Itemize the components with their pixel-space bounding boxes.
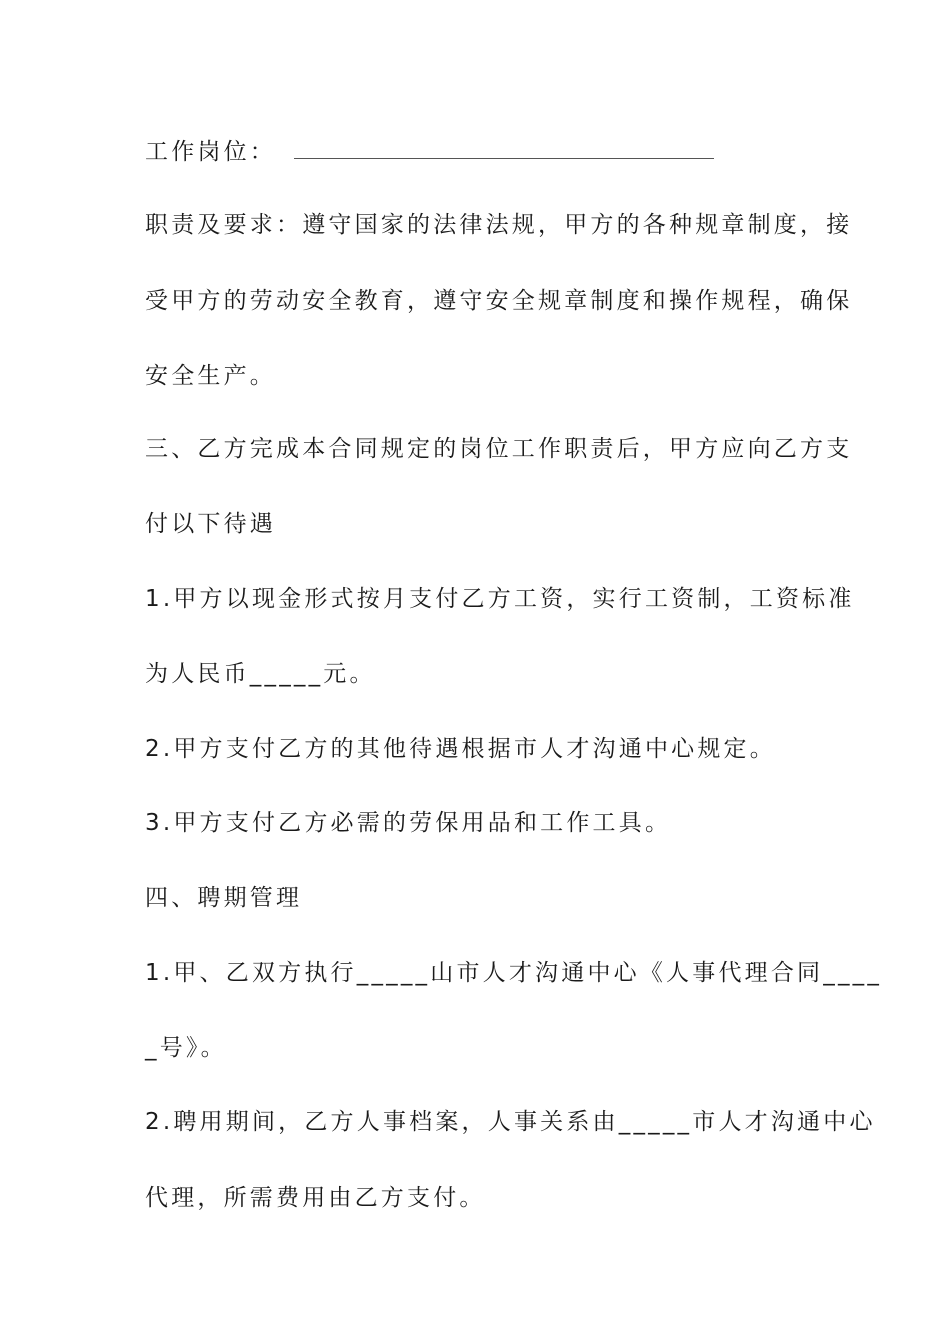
section-heading-3: 三、乙方完成本合同规定的岗位工作职责后，甲方应向乙方支 (145, 436, 853, 462)
job-position-label: 工作岗位： (145, 139, 276, 165)
list-item: 2.甲方支付乙方的其他待遇根据市人才沟通中心规定。 (145, 736, 776, 762)
list-item: 3.甲方支付乙方必需的劳保用品和工作工具。 (145, 810, 672, 836)
text-line: 职责及要求：遵守国家的法律法规，甲方的各种规章制度，接 (145, 212, 853, 238)
list-item: 2.聘用期间，乙方人事档案，人事关系由_____市人才沟通中心 (145, 1109, 876, 1135)
job-position-blank (294, 140, 714, 159)
text-line: 受甲方的劳动安全教育，遵守安全规章制度和操作规程，确保 (145, 288, 853, 314)
text-line: _号》。 (145, 1035, 227, 1061)
section-heading-4: 四、聘期管理 (145, 885, 303, 911)
list-item: 1.甲方以现金形式按月支付乙方工资，实行工资制，工资标准 (145, 586, 855, 612)
text-line: 为人民币_____元。 (145, 661, 376, 687)
text-line: 付以下待遇 (145, 511, 276, 537)
text-line: 代理，所需费用由乙方支付。 (145, 1185, 486, 1211)
text-line: 安全生产。 (145, 363, 276, 389)
list-item: 1.甲、乙双方执行_____山市人才沟通中心《人事代理合同____ (145, 960, 883, 986)
job-position-line (145, 137, 810, 167)
